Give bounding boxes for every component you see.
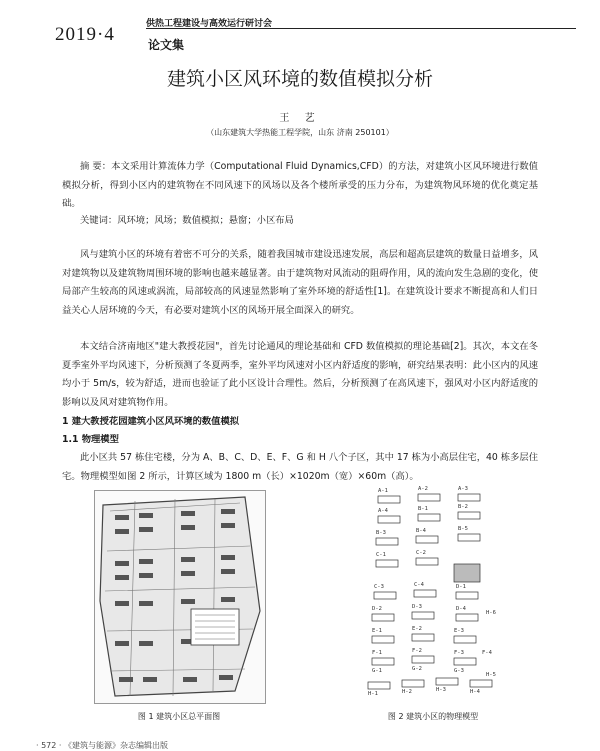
model-label: B-3 bbox=[376, 530, 386, 536]
model-label: C-4 bbox=[414, 582, 424, 588]
model-label: H-4 bbox=[470, 689, 480, 695]
model-label: G-2 bbox=[412, 666, 422, 672]
model-label: H-1 bbox=[368, 691, 378, 697]
model-label: B-4 bbox=[416, 528, 426, 534]
model-label: B-1 bbox=[418, 506, 428, 512]
heading-1-1: 1.1 物理模型 bbox=[62, 434, 119, 445]
model-paragraph: 此小区共 57 栋住宅楼，分为 A、B、C、D、E、F、G 和 H 八个子区，其中 17 栋为小高层住宅，40 栋多层住宅。物理模型如图 2 所示，计算区域为 1800 m（长）×1020m（宽）×60m（高）。 bbox=[62, 452, 538, 482]
model-label: A-3 bbox=[458, 486, 468, 492]
figure-2-caption: 图 2 建筑小区的物理模型 bbox=[387, 712, 479, 721]
model-label: E-1 bbox=[372, 628, 382, 634]
model-label: H-3 bbox=[436, 687, 446, 693]
model-label: H-6 bbox=[486, 610, 496, 616]
model-label: F-1 bbox=[372, 650, 382, 656]
section-label: 论文集 bbox=[148, 38, 185, 52]
abstract-text: 本文采用计算流体力学（Computational Fluid Dynamics,CFD）的方法，对建筑小区风环境进行数值模拟分析，得到小区内的建筑物在不同风速下的风场以及各个楼所承受的压力分布，为建筑物风环境的优化奠定基础。 bbox=[62, 161, 538, 209]
model-label: H-2 bbox=[402, 689, 412, 695]
model-label: D-3 bbox=[412, 604, 422, 610]
model-label: B-2 bbox=[458, 504, 468, 510]
model-label: D-4 bbox=[456, 606, 466, 612]
model-label: H-5 bbox=[486, 672, 496, 678]
model-label: F-3 bbox=[454, 650, 464, 656]
keywords: 关键词：风环境；风场；数值模拟；悬窗；小区布局 bbox=[80, 215, 294, 226]
model-label: C-3 bbox=[374, 584, 384, 590]
header-rule bbox=[146, 28, 576, 29]
figure-1-site-plan bbox=[94, 490, 266, 704]
intro-paragraph: 风与建筑小区的环境有着密不可分的关系，随着我国城市建设迅速发展，高层和超高层建筑的数量日益增多，风对建筑物以及建筑物周围环境的影响也越来越显著。由于建筑物对风流动的阻碍作用，风的流向发生急剧的变化，使局部产生较高的风速或涡流，局部较高的风速显然影响了室外环境的舒适性[1]。在建筑设计要求不断提高和人们日益关心人居环境的今天，有必要对建筑小区的风场开展全面深入的研究。 bbox=[62, 249, 538, 316]
model-label: C-1 bbox=[376, 552, 386, 558]
heading-1: 1 建大教授花园建筑小区风环境的数值模拟 bbox=[62, 416, 240, 427]
journal-name: 供热工程建设与高效运行研讨会 bbox=[146, 19, 273, 29]
year-issue: 2019·4 bbox=[55, 24, 115, 45]
model-label: A-4 bbox=[378, 508, 388, 514]
model-label: F-4 bbox=[482, 650, 492, 656]
abstract bbox=[62, 158, 538, 214]
model-label: G-1 bbox=[372, 668, 382, 674]
model-label: F-2 bbox=[412, 648, 422, 654]
figure-2-physical-model bbox=[358, 486, 508, 706]
model-label: A-2 bbox=[418, 486, 428, 492]
model-label: G-3 bbox=[454, 668, 464, 674]
model-label: E-2 bbox=[412, 626, 422, 632]
model-label: D-1 bbox=[456, 584, 466, 590]
scope-paragraph: 本文结合济南地区"建大教授花园"，首先讨论通风的理论基础和 CFD 数值模拟的理论基础[2]。其次，本文在冬夏季室外平均风速下，分析预测了冬夏两季，室外平均风速对小区内舒适度的影响，研究结果表明：此小区内的风速均小于 5m/s，较为舒适，进而也验证了此小区设计合理性。然后，分析预测了在高风速下，强风对小区内舒适度的影响以及风对建筑物作用。 bbox=[62, 341, 538, 408]
article-title: 建筑小区风环境的数值模拟分析 bbox=[166, 68, 433, 90]
model-label: E-3 bbox=[454, 628, 464, 634]
figure-1-caption: 图 1 建筑小区总平面图 bbox=[137, 712, 221, 721]
page-footer: · 572 · 《建筑与能源》杂志编辑出版 bbox=[36, 741, 168, 750]
model-label: B-5 bbox=[458, 526, 468, 532]
abstract-label: 摘 要： bbox=[80, 161, 112, 172]
model-label: A-1 bbox=[378, 488, 388, 494]
author: 王 艺 bbox=[279, 113, 321, 124]
affiliation: （山东建筑大学热能工程学院，山东 济南 250101） bbox=[206, 128, 394, 137]
site-plan-drawing bbox=[95, 491, 265, 703]
model-label: C-2 bbox=[416, 550, 426, 556]
model-label: D-2 bbox=[372, 606, 382, 612]
